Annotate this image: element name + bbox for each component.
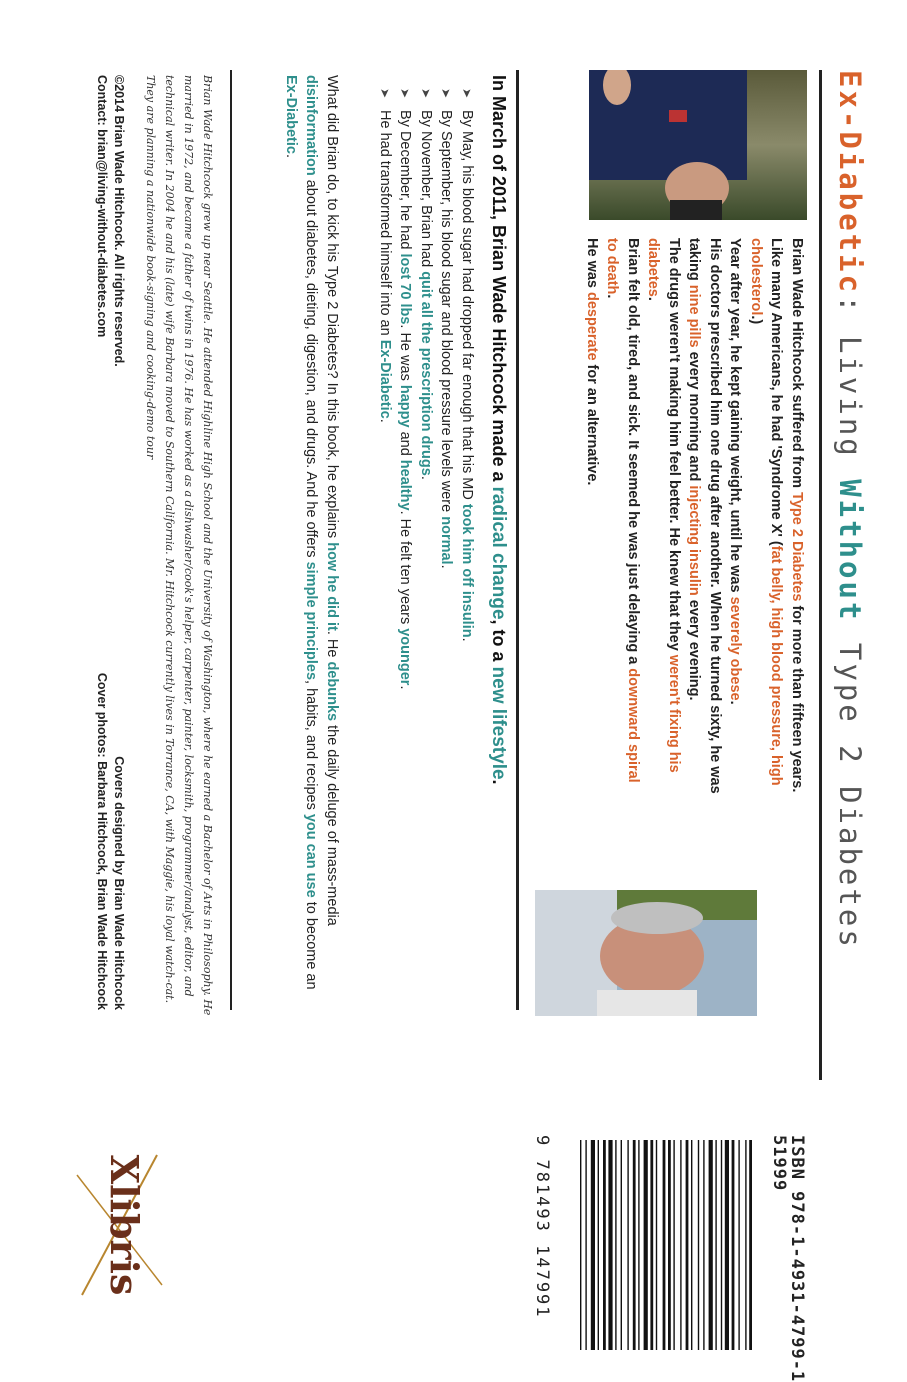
intro-line-6: Brian felt old, tired, and sick. It seemed he was just delaying a downward spiral to death. [604, 238, 641, 783]
isbn-label: ISBN 978-1-4931-4799-1 [787, 1135, 807, 1382]
barcode-bar [668, 1140, 671, 1350]
title-type2: Type 2 Diabetes [833, 622, 867, 950]
author-photo-portrait [535, 890, 757, 1016]
list-item: ➤ By May, his blood sugar had dropped far enough that his MD took him off insulin. [457, 88, 478, 988]
title-rule [819, 70, 822, 1080]
cover-photo-credit: Cover photos: Barbara Hitchcock, Brian Wade Hitchcock [95, 672, 109, 1010]
barcode-bar [627, 1140, 628, 1350]
barcode-bar [656, 1140, 657, 1350]
highlight-radical-change: radical change [488, 486, 509, 620]
barcode-bar [615, 1140, 616, 1350]
price-code: 51999 [769, 1135, 789, 1192]
author-photo-cap [589, 70, 807, 220]
barcode-bar [621, 1140, 622, 1350]
barcode [542, 1140, 752, 1350]
highlight-quit-drugs: quit all the prescription drugs [418, 271, 434, 476]
intro-line-1: Brian Wade Hitchcock suffered from Type 2 Diabetes for more than fifteen years. [789, 238, 805, 793]
barcode-bar [721, 1140, 722, 1350]
highlight-syndrome: fat belly, high blood pressure, high cholesterol [748, 238, 785, 786]
barcode-bar [663, 1140, 666, 1350]
list-item: ➤ By November, Brian had quit all the prescription drugs. [416, 88, 437, 988]
intro-line-2: Like many Americans, he had 'Syndrome X' (fat belly, high blood pressure, high cholesterol.) [748, 238, 785, 786]
barcode-bar [680, 1140, 681, 1350]
highlight-simple-principles: simple principles [303, 561, 320, 681]
barcode-bar [603, 1140, 606, 1350]
title-ex-diabetic: Ex-Diabetic [833, 70, 867, 296]
title-without: Without [833, 479, 867, 623]
highlight-pills: nine pills [686, 284, 703, 348]
barcode-bar [673, 1140, 674, 1350]
barcode-bar [691, 1140, 692, 1350]
list-item: ➤ By September, his blood sugar and blood pressure levels were normal. [436, 88, 457, 988]
highlight-disinformation: disinformation [303, 75, 320, 176]
barcode-bar [585, 1140, 586, 1350]
highlight-normal: normal [438, 516, 455, 565]
barcode-bar [745, 1140, 746, 1350]
highlight-desperate: desperate [584, 292, 600, 361]
highlight-you-can-use: you can use [303, 813, 320, 898]
cover-design-credit: Covers designed by Brian Wade Hitchcock [112, 756, 126, 1010]
highlight-ex-diabetic-2: Ex-Diabetic [283, 75, 299, 154]
barcode-bar [738, 1140, 739, 1350]
barcode-bar [686, 1140, 689, 1350]
highlight-insulin: injecting insulin [686, 485, 703, 596]
credits-block [93, 600, 127, 1010]
contact-line: Contact: brian@living-without-diabetes.com [95, 75, 109, 338]
intro-line-5: The drugs weren't making him feel better. He knew that they weren't fixing his diabetes. [645, 238, 682, 773]
progress-list [375, 88, 478, 988]
barcode-bar [633, 1140, 636, 1350]
headline: In March of 2011, Brian Wade Hitchcock made a radical change, to a new lifestyle. [488, 75, 509, 785]
highlight-spiral: downward spiral to death [604, 238, 641, 783]
barcode-bar [709, 1140, 713, 1350]
title-living: : Living [833, 295, 867, 480]
copyright-block [93, 75, 127, 367]
publisher-logo [67, 1135, 177, 1315]
barcode-bar [725, 1140, 729, 1350]
barcode-bar [591, 1140, 595, 1350]
list-item: ➤ He had transformed himself into an Ex-Diabetic. [375, 88, 396, 988]
barcode-bar [638, 1140, 639, 1350]
bio-rule [230, 70, 232, 1010]
barcode-bar [608, 1140, 612, 1350]
author-bio: Brian Wade Hitchcock grew up near Seattle. He attended Highline High School and the University of Washington, where he earned a Bachelor of Arts in Philosophy. He married in 1972, and became a father of twins in 1976. He has worked as a dishwasher/cook's helper, carpenter, painter, locksmith, programmer/analyst, editor, and technical writer. In 2004 he and his (late) wife Barbara moved to Southern California. Mr. Hitchcock currently lives in Torrance, CA, with Maggie, his loyal watch-cat. They are planning a nationwide book-signing and cooking-demo tour [144, 75, 214, 1016]
highlight-not-fixing: weren't fixing his diabetes [645, 238, 682, 773]
copyright-line: ©2014 Brian Wade Hitchcock. All rights reserved. [112, 75, 126, 367]
highlight-lost-70: lost 70 lbs [397, 253, 414, 325]
cover-title [833, 70, 867, 970]
ean-number: 9 781493 147991 [532, 1135, 552, 1319]
barcode-bar [580, 1140, 581, 1350]
intro-line-3: Year after year, he kept gaining weight, until he was severely obese. [727, 238, 744, 705]
barcode-bar [598, 1140, 599, 1350]
highlight-ex-diabetic: Ex-Diabetic [377, 339, 393, 419]
highlight-new-lifestyle: new lifestyle [488, 666, 509, 780]
highlight-how-he-did-it: how he did it [324, 542, 340, 631]
list-item: ➤ By December, he had lost 70 lbs. He was happy and healthy. He felt ten years younger. [395, 88, 416, 988]
highlight-happy: happy [397, 384, 414, 428]
barcode-bar [732, 1140, 735, 1350]
highlight-younger: younger [397, 628, 414, 686]
barcode-bar [715, 1140, 716, 1350]
intro-line-4: His doctors prescribed him one drug after another. When he turned sixty, he was taking nine pills every morning and injecting insulin every evening. [686, 238, 723, 794]
highlight-healthy: healthy [397, 459, 414, 511]
highlight-off-insulin: took him off insulin [459, 503, 475, 638]
publisher-logo-text: Xlibris [102, 1154, 147, 1296]
section-rule [516, 70, 519, 1010]
outro-text: What did Brian do, to kick his Type 2 Diabetes? In this book, he explains how he did it. He debunks the daily deluge of mass-media disinformation about diabetes, dieting, digestion, and drugs. And he offers simple principles, habits, and recipes you can use to become an Ex-Diabetic. [283, 75, 340, 990]
intro-line-7: He was desperate for an alternative. [584, 238, 600, 486]
barcode-bar [698, 1140, 699, 1350]
highlight-obese: severely obese [727, 596, 744, 701]
highlight-debunks: debunks [324, 661, 340, 722]
barcode-bar [703, 1140, 704, 1350]
barcode-bar [749, 1140, 752, 1350]
intro-text [582, 238, 808, 798]
barcode-bar [650, 1140, 653, 1350]
barcode-bar [644, 1140, 648, 1350]
highlight-type2: Type 2 Diabetes [789, 492, 805, 602]
